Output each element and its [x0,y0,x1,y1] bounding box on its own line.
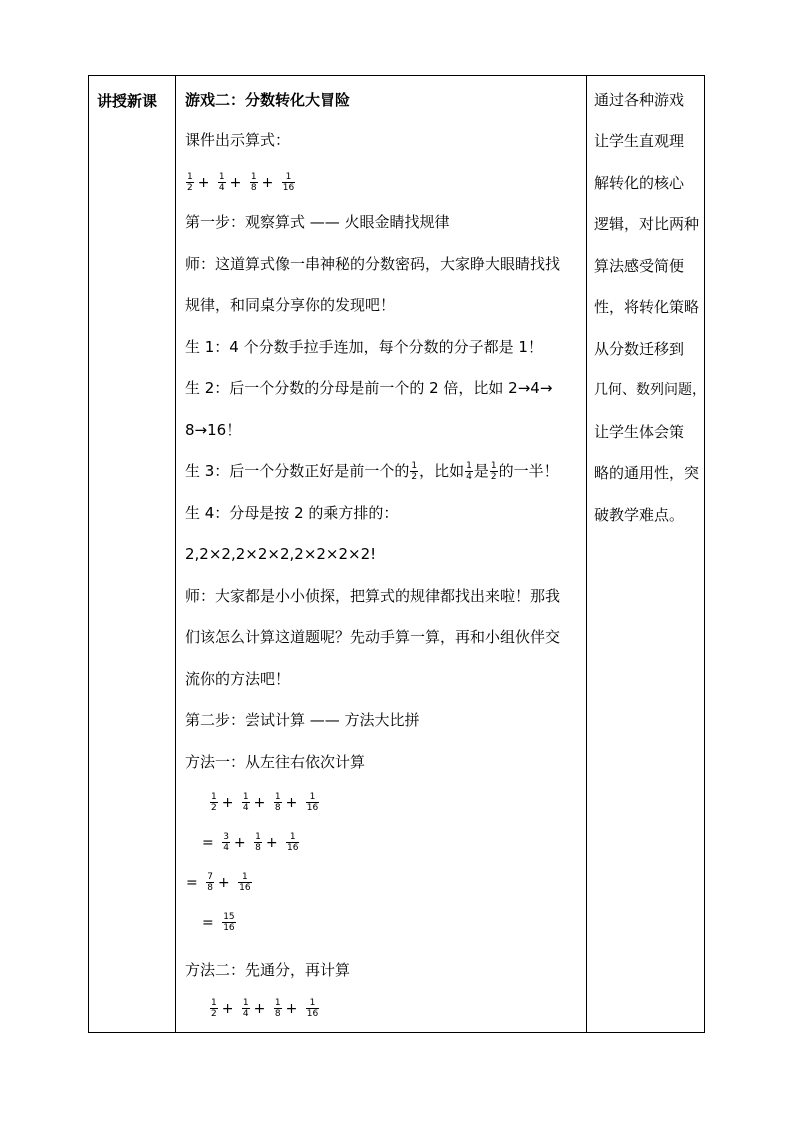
denominator: 16 [306,803,319,813]
denominator: 4 [242,803,249,813]
fraction [242,792,250,813]
calc-line [209,792,320,813]
denominator: 2 [211,803,217,813]
numerator: 1 [238,872,251,883]
step-two: 第二步：尝试计算 —— 方法大比拼 [185,711,420,729]
denominator: 2 [211,1009,217,1019]
student-2-line: 8→16！ [185,421,242,439]
student-4-line: 生 4：分母是按 2 的乘方排的： [185,504,399,522]
fraction [242,998,250,1019]
powers-line: 2,2×2,2×2×2,2×2×2×2! [185,545,377,563]
intent-line: 从分数迁移到 [594,340,685,358]
fraction [210,998,218,1019]
math-operator: + [253,794,266,811]
math-operator: + [261,174,274,191]
numerator: 1 [250,172,257,182]
math-operator: + [221,1000,234,1017]
numerator: 1 [306,998,319,1009]
math-operator: + [217,874,230,891]
fraction [306,998,319,1019]
fraction [306,792,319,813]
math-operator: = [202,834,214,851]
numerator: 1 [282,172,295,183]
numerator: 7 [207,872,213,882]
intent-line: 算法感受简便 [594,257,685,275]
game-title: 游戏二：分数转化大冒险 [185,91,351,109]
denominator: 16 [306,1009,319,1019]
numerator: 1 [255,832,261,842]
numerator: 1 [211,792,217,802]
math-operator: = [202,914,214,931]
fraction [282,172,295,193]
math-operator: + [285,1000,298,1017]
fraction [274,998,282,1019]
fraction [218,172,226,193]
fraction [274,792,282,813]
denominator: 2 [411,472,418,482]
method-two: 方法二：先通分，再计算 [185,961,351,979]
denominator: 8 [250,183,257,193]
math-operator: + [253,1000,266,1017]
denominator: 2 [187,183,193,193]
calc-line [199,912,237,933]
step-one: 第一步：观察算式 —— 火眼金睛找规律 [185,213,450,231]
denominator: 16 [287,843,299,853]
fraction [254,832,262,853]
numerator: 1 [211,998,217,1008]
calc-line [209,998,320,1019]
math-operator: + [265,834,278,851]
denominator: 8 [274,803,281,813]
calc-line [199,832,300,853]
numerator: 15 [223,912,235,922]
fraction [465,461,473,482]
denominator: 4 [242,1009,249,1019]
lesson-table [88,75,705,1033]
fraction [286,832,299,853]
numerator: 1 [490,461,497,471]
denominator: 4 [466,472,472,482]
intent-line: 破教学难点。 [594,506,685,524]
denominator: 16 [239,883,251,893]
intro-text: 课件出示算式： [185,131,291,149]
math-operator: + [285,794,298,811]
numerator: 3 [223,832,229,842]
calc-line [183,872,253,893]
fraction [250,172,258,193]
denominator: 16 [282,183,295,193]
denominator: 8 [255,843,261,853]
numerator: 1 [218,172,225,182]
intent-line: 几何、数列问题， [594,382,706,398]
fraction [186,172,194,193]
denominator: 4 [218,183,225,193]
math-operator: + [229,174,242,191]
numerator: 1 [242,998,249,1008]
expression [185,172,296,193]
student-3-line: 生 3：后一个分数正好是前一个的 $\frac{1}{2}$ ，比如 $\frac{1}{4}$ 是 $\frac{1}{2}$ 的一半！ [185,461,559,482]
fraction [206,872,214,893]
intent-line: 通过各种游戏 [594,91,685,109]
denominator: 16 [223,923,235,933]
fraction [238,872,251,893]
intent-line: 逻辑，对比两种 [594,215,700,233]
numerator: 1 [306,792,319,803]
fraction [210,792,218,813]
teacher-line: 师：大家都是小小侦探，把算式的规律都找出来啦！那我 [185,587,561,605]
denominator: 8 [274,1009,281,1019]
teacher-line: 规律，和同桌分享你的发现吧！ [185,296,396,314]
numerator: 1 [274,792,281,802]
intent-line: 解转化的核心 [594,174,685,192]
math-operator: + [221,794,234,811]
math-operator: = [186,874,198,891]
intent-line: 性，将转化策略 [594,298,700,316]
method-one: 方法一：从左往右依次计算 [185,753,366,771]
intent-line: 略的通用性，突 [594,464,700,482]
intent-line: 让学生直观理 [594,132,685,150]
column-divider [586,76,587,1032]
numerator: 1 [187,172,193,182]
student-2-line: 生 2：后一个分数的分母是前一个的 2 倍，比如 2→4→ [185,379,553,397]
fraction [410,461,418,482]
numerator: 1 [242,792,249,802]
fraction [490,461,498,482]
denominator: 4 [223,843,229,853]
numerator: 1 [274,998,281,1008]
numerator: 1 [286,832,299,843]
math-operator: + [233,834,246,851]
fraction [222,912,235,933]
column-divider [175,76,176,1032]
numerator: 1 [411,461,418,471]
denominator: 8 [207,883,213,893]
fraction [222,832,230,853]
teacher-line: 们该怎么计算这道题呢？先动手算一算，再和小组伙伴交 [185,628,561,646]
numerator: 1 [466,461,472,471]
section-label: 讲授新课 [97,92,158,110]
student-1-line: 生 1：4 个分数手拉手连加，每个分数的分子都是 1！ [185,338,543,356]
teacher-line: 流你的方法吧！ [185,670,291,688]
denominator: 2 [490,472,497,482]
teacher-line: 师：这道算式像一串神秘的分数密码，大家睁大眼睛找找 [185,255,561,273]
math-operator: + [197,174,210,191]
intent-line: 让学生体会策 [594,423,685,441]
